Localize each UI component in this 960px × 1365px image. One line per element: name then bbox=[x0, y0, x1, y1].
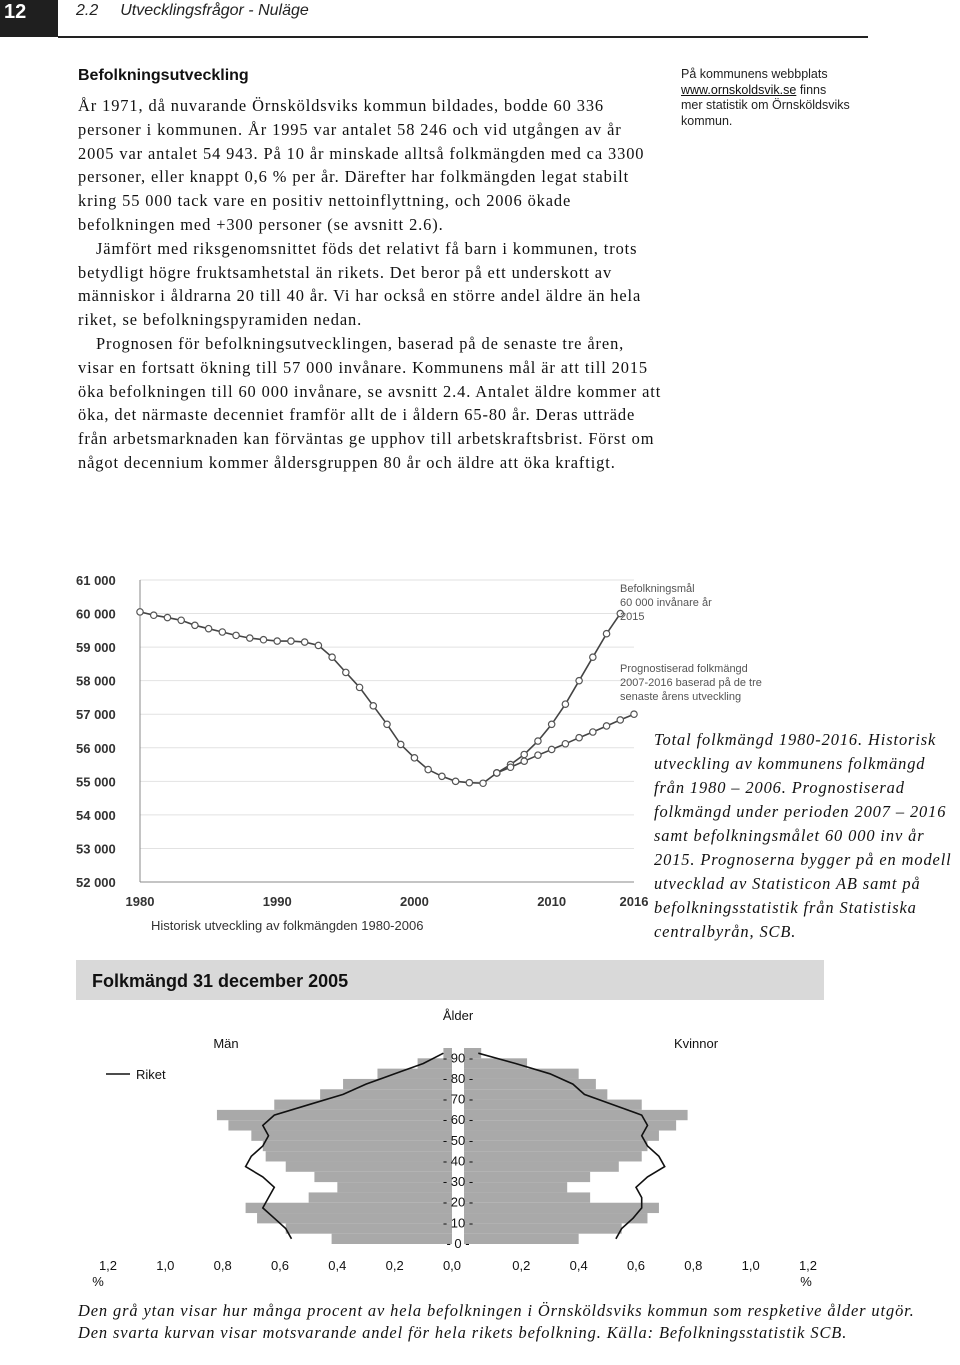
data-point bbox=[274, 638, 280, 644]
data-point bbox=[151, 612, 157, 618]
women-bar bbox=[464, 1223, 622, 1233]
data-point bbox=[301, 639, 307, 645]
women-label: Kvinnor bbox=[673, 1036, 719, 1051]
section-number: 2.2 bbox=[76, 2, 99, 19]
men-bar bbox=[337, 1182, 452, 1192]
x-tick-label-right: 1,2 bbox=[798, 1258, 818, 1273]
x-tick-label: 2016 bbox=[619, 894, 649, 909]
women-bar bbox=[464, 1069, 579, 1079]
data-point bbox=[137, 609, 143, 615]
men-bar bbox=[274, 1100, 452, 1110]
data-point bbox=[576, 677, 582, 683]
data-point bbox=[603, 723, 609, 729]
age-tick-label: - 10 - bbox=[442, 1215, 474, 1231]
women-bar bbox=[464, 1120, 676, 1130]
y-tick-label: 60 000 bbox=[76, 606, 116, 622]
y-tick-label: 53 000 bbox=[76, 841, 116, 857]
pyramid-caption: Den grå ytan visar hur många procent av hela befolkningen i Örnsköldsviks kommun som respketive ålder utgör. Den svarta kurvan visar motsvarande andel för hela rikets befolkning. Källa: Befolkningsstatistik SCB. bbox=[78, 1301, 915, 1342]
data-point bbox=[384, 721, 390, 727]
y-tick-label: 57 000 bbox=[76, 707, 116, 723]
data-point bbox=[480, 780, 486, 786]
men-bar bbox=[286, 1223, 452, 1233]
men-bar bbox=[332, 1234, 452, 1244]
men-bar bbox=[377, 1069, 452, 1079]
women-bar bbox=[464, 1131, 659, 1141]
men-bar bbox=[263, 1141, 452, 1151]
x-tick-label-left: 0,6 bbox=[270, 1258, 290, 1273]
series-line bbox=[140, 612, 497, 783]
data-point bbox=[178, 617, 184, 623]
men-bar bbox=[314, 1172, 452, 1182]
men-bar bbox=[217, 1110, 452, 1120]
data-point bbox=[343, 669, 349, 675]
goal-annotation: 2015 bbox=[620, 611, 645, 623]
men-bar bbox=[246, 1203, 452, 1213]
men-bar bbox=[286, 1161, 452, 1171]
paragraph-3: Prognosen för befolkningsutvecklingen, baserad på de senaste tre åren, visar en fortsatt ökning till 57 000 invånare. Kommunens mål är att till 2015 öka befolkningen till 60 000 invånare, se avsnitt 2.4. Antalet äldre kommer att öka, det närmaste decenniet framför allt de i åldern 65-80 år. Deras utträde från arbetsmarknaden kan förväntas ge upphov till arbetskraftsbrist. Först om något decennium kommer åldersgruppen 80 år och äldre att öka kraftigt. bbox=[78, 333, 662, 472]
age-tick-label: - 80 - bbox=[442, 1070, 474, 1086]
age-tick-label: - 90 - bbox=[442, 1050, 474, 1066]
x-tick-label-left: 0,4 bbox=[328, 1258, 347, 1273]
age-tick-label: - 30 - bbox=[442, 1174, 474, 1190]
legend-label: Riket bbox=[136, 1067, 166, 1082]
population-pyramid bbox=[76, 1000, 824, 1290]
data-point bbox=[205, 625, 211, 631]
men-bar bbox=[320, 1089, 452, 1099]
x-tick-label-left: 1,2 bbox=[98, 1258, 118, 1273]
data-point bbox=[356, 684, 362, 690]
goal-annotation: 60 000 invånare år bbox=[620, 597, 712, 609]
women-bar bbox=[464, 1141, 647, 1151]
x-tick-label-left: 0,8 bbox=[213, 1258, 232, 1273]
section-header bbox=[76, 2, 331, 20]
data-point bbox=[466, 779, 472, 785]
x-tick-label-right: 0,2 bbox=[512, 1258, 531, 1273]
data-point bbox=[164, 614, 170, 620]
heading: Befolkningsutveckling bbox=[78, 67, 249, 84]
x-unit-left: % bbox=[92, 1274, 104, 1289]
age-tick-label: - 50 - bbox=[442, 1132, 474, 1148]
data-point bbox=[247, 635, 253, 641]
x-tick-label: 2000 bbox=[399, 894, 429, 909]
y-tick-label: 61 000 bbox=[76, 573, 116, 588]
section-title: Utvecklingsfrågor - Nuläge bbox=[120, 2, 309, 19]
data-point bbox=[398, 741, 404, 747]
y-tick-label: 58 000 bbox=[76, 673, 116, 689]
data-point bbox=[494, 770, 500, 776]
series-line bbox=[497, 614, 621, 773]
forecast-annotation: 2007-2016 baserad på de tre bbox=[620, 677, 762, 689]
data-point bbox=[548, 721, 554, 727]
men-label: Män bbox=[213, 1036, 239, 1051]
age-axis-label: Ålder bbox=[442, 1008, 474, 1023]
data-point bbox=[548, 746, 554, 752]
data-point bbox=[315, 642, 321, 648]
men-bar bbox=[309, 1192, 452, 1202]
women-bar bbox=[464, 1203, 659, 1213]
data-point bbox=[411, 755, 417, 761]
women-bar bbox=[464, 1234, 579, 1244]
x-tick-label-left: 1,0 bbox=[156, 1258, 175, 1273]
data-point bbox=[521, 751, 527, 757]
chart-caption: Total folkmängd 1980-2016. Historisk utveckling av kommunens folkmängd från 1980 – 2006. Prognostiserad folkmängd under perioden 2007 – 2016 samt befolkningsmålet 60 000 inv år 2015. Prognoserna bygger på en modell utvecklad av Statisticon AB samt på befolkningsstatistik från Statistiska centralbyrån, SCB. bbox=[654, 730, 952, 941]
x-tick-label-right: 0,8 bbox=[684, 1258, 703, 1273]
forecast-annotation: Prognostiserad folkmängd bbox=[620, 663, 748, 675]
data-point bbox=[576, 735, 582, 741]
line-chart-title: Historisk utveckling av folkmängden 1980-2006 bbox=[151, 918, 424, 933]
data-point bbox=[521, 758, 527, 764]
data-point bbox=[233, 632, 239, 638]
header-rule bbox=[58, 36, 868, 38]
x-tick-label-right: 0,4 bbox=[569, 1258, 588, 1273]
x-tick-label: 1980 bbox=[125, 894, 155, 909]
page-number: 12 bbox=[0, 0, 58, 37]
data-point bbox=[288, 638, 294, 644]
data-point bbox=[329, 654, 335, 660]
data-point bbox=[562, 701, 568, 707]
men-bar bbox=[251, 1131, 452, 1141]
y-tick-label: 52 000 bbox=[76, 875, 116, 890]
sidebar-note bbox=[681, 67, 851, 129]
women-bar bbox=[464, 1172, 590, 1182]
forecast-annotation: senaste årens utveckling bbox=[620, 691, 742, 703]
women-bar bbox=[464, 1182, 567, 1192]
website-link[interactable]: www.ornskoldsvik.se bbox=[681, 82, 797, 97]
age-tick-label: - 60 - bbox=[442, 1112, 474, 1128]
sidebar-text-after: finns mer statistik om Örnsköldsviks kommun. bbox=[681, 82, 850, 128]
age-tick-label: - 40 - bbox=[442, 1153, 474, 1169]
age-tick-label: - 0 - bbox=[446, 1236, 470, 1251]
data-point bbox=[631, 711, 637, 717]
y-tick-label: 56 000 bbox=[76, 740, 116, 756]
age-tick-label: - 70 - bbox=[442, 1091, 474, 1107]
data-point bbox=[192, 622, 198, 628]
goal-annotation: Befolkningsmål bbox=[620, 583, 695, 595]
data-point bbox=[219, 629, 225, 635]
y-tick-label: 59 000 bbox=[76, 640, 116, 656]
data-point bbox=[590, 729, 596, 735]
x-tick-label-right: 0,6 bbox=[626, 1258, 646, 1273]
data-point bbox=[535, 752, 541, 758]
women-bar bbox=[464, 1192, 590, 1202]
pyramid-title: Folkmängd 31 december 2005 bbox=[92, 971, 349, 991]
data-point bbox=[260, 637, 266, 643]
x-tick-label-right: 1,0 bbox=[741, 1258, 760, 1273]
men-bar bbox=[257, 1213, 452, 1223]
data-point bbox=[439, 773, 445, 779]
data-point bbox=[370, 703, 376, 709]
x-tick-label: 2010 bbox=[537, 894, 567, 909]
body-text bbox=[78, 94, 662, 475]
x-tick-label-left: 0,2 bbox=[385, 1258, 404, 1273]
data-point bbox=[452, 778, 458, 784]
data-point bbox=[562, 741, 568, 747]
age-tick-label: - 20 - bbox=[442, 1194, 474, 1210]
women-bar bbox=[464, 1151, 642, 1161]
men-bar bbox=[266, 1151, 452, 1161]
x-unit-right: % bbox=[800, 1274, 812, 1289]
data-point bbox=[590, 654, 596, 660]
population-line-chart bbox=[72, 568, 762, 943]
paragraph-2: Jämfört med riksgenomsnittet föds det relativt få barn i kommunen, trots betydligt högre fruktsamhetstal än rikets. Det beror på ett underskott av människor i åldrarna 20 till 40 år. Vi har också en större andel äldre än hela riket, se befolkningspyramiden nedan. bbox=[78, 238, 642, 330]
paragraph-1: År 1971, då nuvarande Örnsköldsviks kommun bildades, bodde 60 336 personer i kommunen. År 1995 var antalet 58 246 och vid utgången av år 2005 var antalet 54 943. På 10 år minskade alltså folkmängden med ca 3300 personer, eller knappt 0,6 % per år. Därefter har folkmängden legat stabilt kring 55 000 tack vare en positiv nettoinflyttning, och 2006 ökade befolkningen med +300 personer (se avsnitt 2.6). bbox=[78, 96, 645, 234]
data-point bbox=[425, 766, 431, 772]
women-bar bbox=[464, 1213, 647, 1223]
sidebar-text-before: På kommunens webbplats bbox=[681, 67, 828, 81]
y-tick-label: 55 000 bbox=[76, 774, 116, 790]
x-tick-label: 1990 bbox=[262, 894, 292, 909]
data-point bbox=[617, 717, 623, 723]
women-bar bbox=[464, 1161, 619, 1171]
data-point bbox=[603, 630, 609, 636]
y-tick-label: 54 000 bbox=[76, 807, 116, 823]
data-point bbox=[507, 764, 513, 770]
women-bar bbox=[464, 1110, 688, 1120]
data-point bbox=[535, 738, 541, 744]
x-tick-label-left: 0,0 bbox=[442, 1258, 462, 1273]
